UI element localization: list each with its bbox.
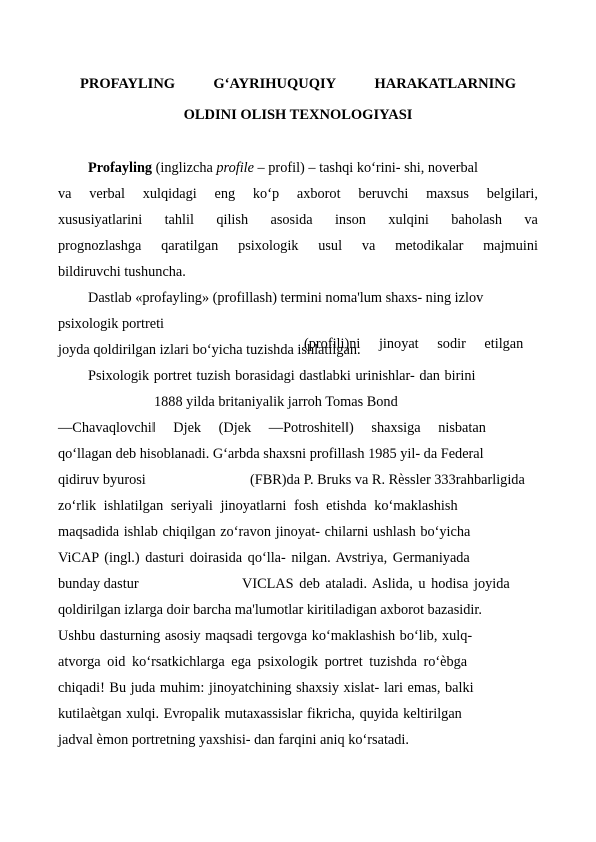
p3-text-right: (FBR)da P. Bruks va R. Rèssler 333rahbarligida bbox=[250, 472, 525, 488]
p3-line-13: chiqadi! Bu juda muhim: jinoyatchining shaxsiy xislat- lari emas, balki bbox=[58, 680, 474, 696]
word: va bbox=[524, 212, 538, 228]
title-word: G‘AYRIHUQUQIY bbox=[213, 76, 337, 92]
word: eng bbox=[214, 186, 236, 202]
p3-line-12: atvorga oid ko‘rsatkichlarga ega psixologik portret tuzishda ro‘èbga bbox=[58, 654, 468, 670]
p3-line-10: qoldirilgan izlarga doir barcha ma'lumotlar kiritiladigan axborot bazasidir. bbox=[58, 602, 482, 618]
p2-line-1: Dastlab «profayling» (profillash) termini noma'lum shaxs- ning izlov bbox=[88, 290, 484, 306]
p3-line-11: Ushbu dasturning asosiy maqsadi tergovga ko‘maklashish bo‘lib, xulq- bbox=[58, 628, 473, 644]
word: usul bbox=[318, 238, 343, 254]
word: metodikalar bbox=[395, 238, 464, 254]
p1-text: – profil) – tashqi ko‘rini- shi, noverbal bbox=[253, 160, 478, 176]
p1-line-2 bbox=[58, 184, 538, 204]
word: inson bbox=[334, 212, 366, 228]
p3-text-left: qidiruv byurosi bbox=[58, 472, 146, 488]
word: qilish bbox=[216, 212, 249, 228]
word: asosida bbox=[270, 212, 313, 228]
word: belgilari, bbox=[486, 186, 538, 202]
p3-line-1: Psixologik portret tuzish borasidagi dastlabki urinishlar- dan birini bbox=[88, 368, 476, 384]
word: axborot bbox=[296, 186, 341, 202]
word: va bbox=[58, 186, 72, 202]
p3-line-14: kutilaètgan xulqi. Evropalik mutaxassislar fikricha, quyida keltirilgan bbox=[58, 706, 462, 722]
p1-line-5: bildiruvchi tushuncha. bbox=[58, 264, 186, 280]
word: xususiyatlarini bbox=[58, 212, 143, 228]
p3-line-2: 1888 yilda britaniyalik jarroh Tomas Bond bbox=[154, 394, 398, 410]
p3-text-right: VICLAS deb ataladi. Aslida, u hodisa joyida bbox=[242, 576, 510, 592]
p1-line-1 bbox=[88, 158, 538, 178]
word: beruvchi bbox=[358, 186, 409, 202]
word: tahlil bbox=[164, 212, 194, 228]
word: maxsus bbox=[426, 186, 469, 202]
word: prognozlashga bbox=[58, 238, 142, 254]
title-word: HARAKATLARNING bbox=[374, 76, 516, 92]
p2-line-3: joyda qoldirilgan izlari bo‘yicha tuzishda ishlatilgan. bbox=[58, 342, 361, 358]
word: majmuini bbox=[483, 238, 538, 254]
title-word: PROFAYLING bbox=[80, 76, 176, 92]
document-title-line-2: OLDINI OLISH TEXNOLOGIYASI bbox=[183, 107, 413, 123]
word: verbal bbox=[89, 186, 125, 202]
word: ko‘p bbox=[252, 186, 280, 202]
p2-text-right-content: (profili)ni jinoyat sodir etilgan bbox=[304, 336, 524, 352]
p3-line-7: maqsadida ishlab chiqilgan zo‘ravon jinoyat- chilarni ushlash bo‘yicha bbox=[58, 524, 471, 540]
p3-line-15: jadval èmon portretning yaxshisi- dan farqini aniq ko‘rsatadi. bbox=[58, 732, 409, 748]
p2-text-left: psixologik portreti bbox=[58, 316, 165, 332]
document-title-line-1 bbox=[80, 76, 516, 93]
p1-line-3 bbox=[58, 210, 538, 230]
p3-line-9 bbox=[58, 574, 538, 594]
term-profayling: Profayling bbox=[88, 160, 153, 176]
word: xulqidagi bbox=[142, 186, 197, 202]
p1-text: (inglizcha bbox=[152, 160, 217, 176]
word: qaratilgan bbox=[161, 238, 219, 254]
word: va bbox=[361, 238, 376, 254]
word: xulqini bbox=[388, 212, 429, 228]
p3-text-left: bunday dastur bbox=[58, 576, 139, 592]
p1-italic-term: profile bbox=[216, 160, 254, 176]
p3-line-8: ViCAP (ingl.) dasturi doirasida qo‘lla- nilgan. Avstriya, Germaniyada bbox=[58, 550, 470, 566]
p3-line-4: qo‘llagan deb hisoblanadi. G‘arbda shaxsni profillash 1985 yil- da Federal bbox=[58, 446, 484, 462]
p1-line-4 bbox=[58, 236, 538, 256]
word: psixologik bbox=[238, 238, 299, 254]
p3-line-3: ―Chavaqlovchi‖ Djek (Djek ―Potroshitel‖) shaxsiga nisbatan bbox=[58, 420, 486, 436]
p3-line-6: zo‘rlik ishlatilgan seriyali jinoyatlarni fosh etishda ko‘maklashish bbox=[58, 498, 458, 514]
p3-line-5 bbox=[58, 470, 538, 490]
word: baholash bbox=[451, 212, 503, 228]
